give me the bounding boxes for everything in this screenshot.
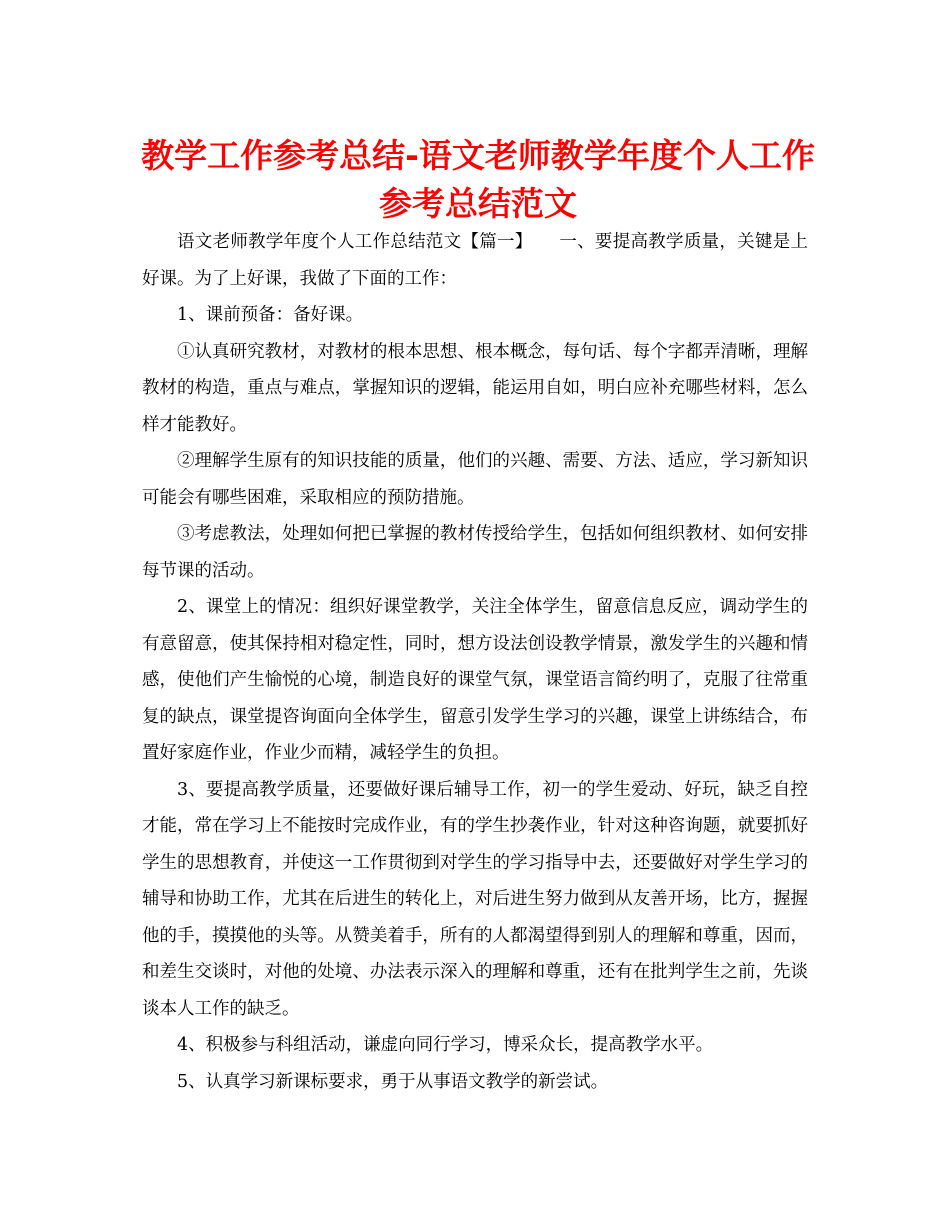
- paragraph-classroom: 2、课堂上的情况：组织好课堂教学，关注全体学生，留意信息反应，调动学生的有意留意，使其保持相对稳定性，同时，想方设法创设教学情景，激发学生的兴趣和情感，使他们产生愉悦的心境，制造良好的课堂气氛，课堂语言简约明了，克服了往常重复的缺点，课堂提咨询面向全体学生，留意引发学生学习的兴趣，课堂上讲练结合，布置好家庭作业，作业少而精，减轻学生的负担。: [142, 597, 808, 763]
- document-body: [142, 224, 808, 1100]
- paragraph-teaching-method: ③考虑教法，处理如何把已掌握的教材传授给学生，包括如何组织教材、如何安排每节课的活动。: [142, 524, 808, 581]
- paragraph-intro: 语文老师教学年度个人工作总结范文【篇一】 一、要提高教学质量，关键是上好课。为了上好课，我做了下面的工作：: [142, 232, 808, 289]
- paragraph-new-curriculum: 5、认真学习新课标要求，勇于从事语文教学的新尝试。: [177, 1071, 609, 1092]
- paragraph-group-activity: 4、积极参与科组活动，谦虚向同行学习，博采众长，提高教学水平。: [177, 1035, 714, 1055]
- paragraph-after-class: 3、要提高教学质量，还要做好课后辅导工作，初一的学生爱动、好玩，缺乏自控才能，常在学习上不能按时完成作业，有的学生抄袭作业，针对这种咨询题，就要抓好学生的思想教育，并使这一工作贯彻到对学生的学习指导中去，还要做好对学生学习的辅导和协助工作，尤其在后进生的转化上，对后进生努力做到从友善开场，比方，握握他的手，摸摸他的头等。从赞美着手，所有的人都渴望得到别人的理解和尊重，因而，和差生交谈时，对他的处境、办法表示深入的理解和尊重，还有在批判学生之前，先谈谈本人工作的缺乏。: [142, 779, 808, 1019]
- paragraph-study-materials: ①认真研究教材，对教材的根本思想、根本概念，每句话、每个字都弄清晰，理解教材的构造，重点与难点，掌握知识的逻辑，能运用自如，明白应补充哪些材料，怎么样才能教好。: [142, 341, 808, 435]
- document-title: 教学工作参考总结-语文老师教学年度个人工作参考总结范文: [141, 136, 815, 223]
- paragraph-understand-students: ②理解学生原有的知识技能的质量，他们的兴趣、需要、方法、适应，学习新知识可能会有哪些困难，采取相应的预防措施。: [142, 451, 808, 508]
- paragraph-preparation: 1、课前预备：备好课。: [177, 305, 364, 325]
